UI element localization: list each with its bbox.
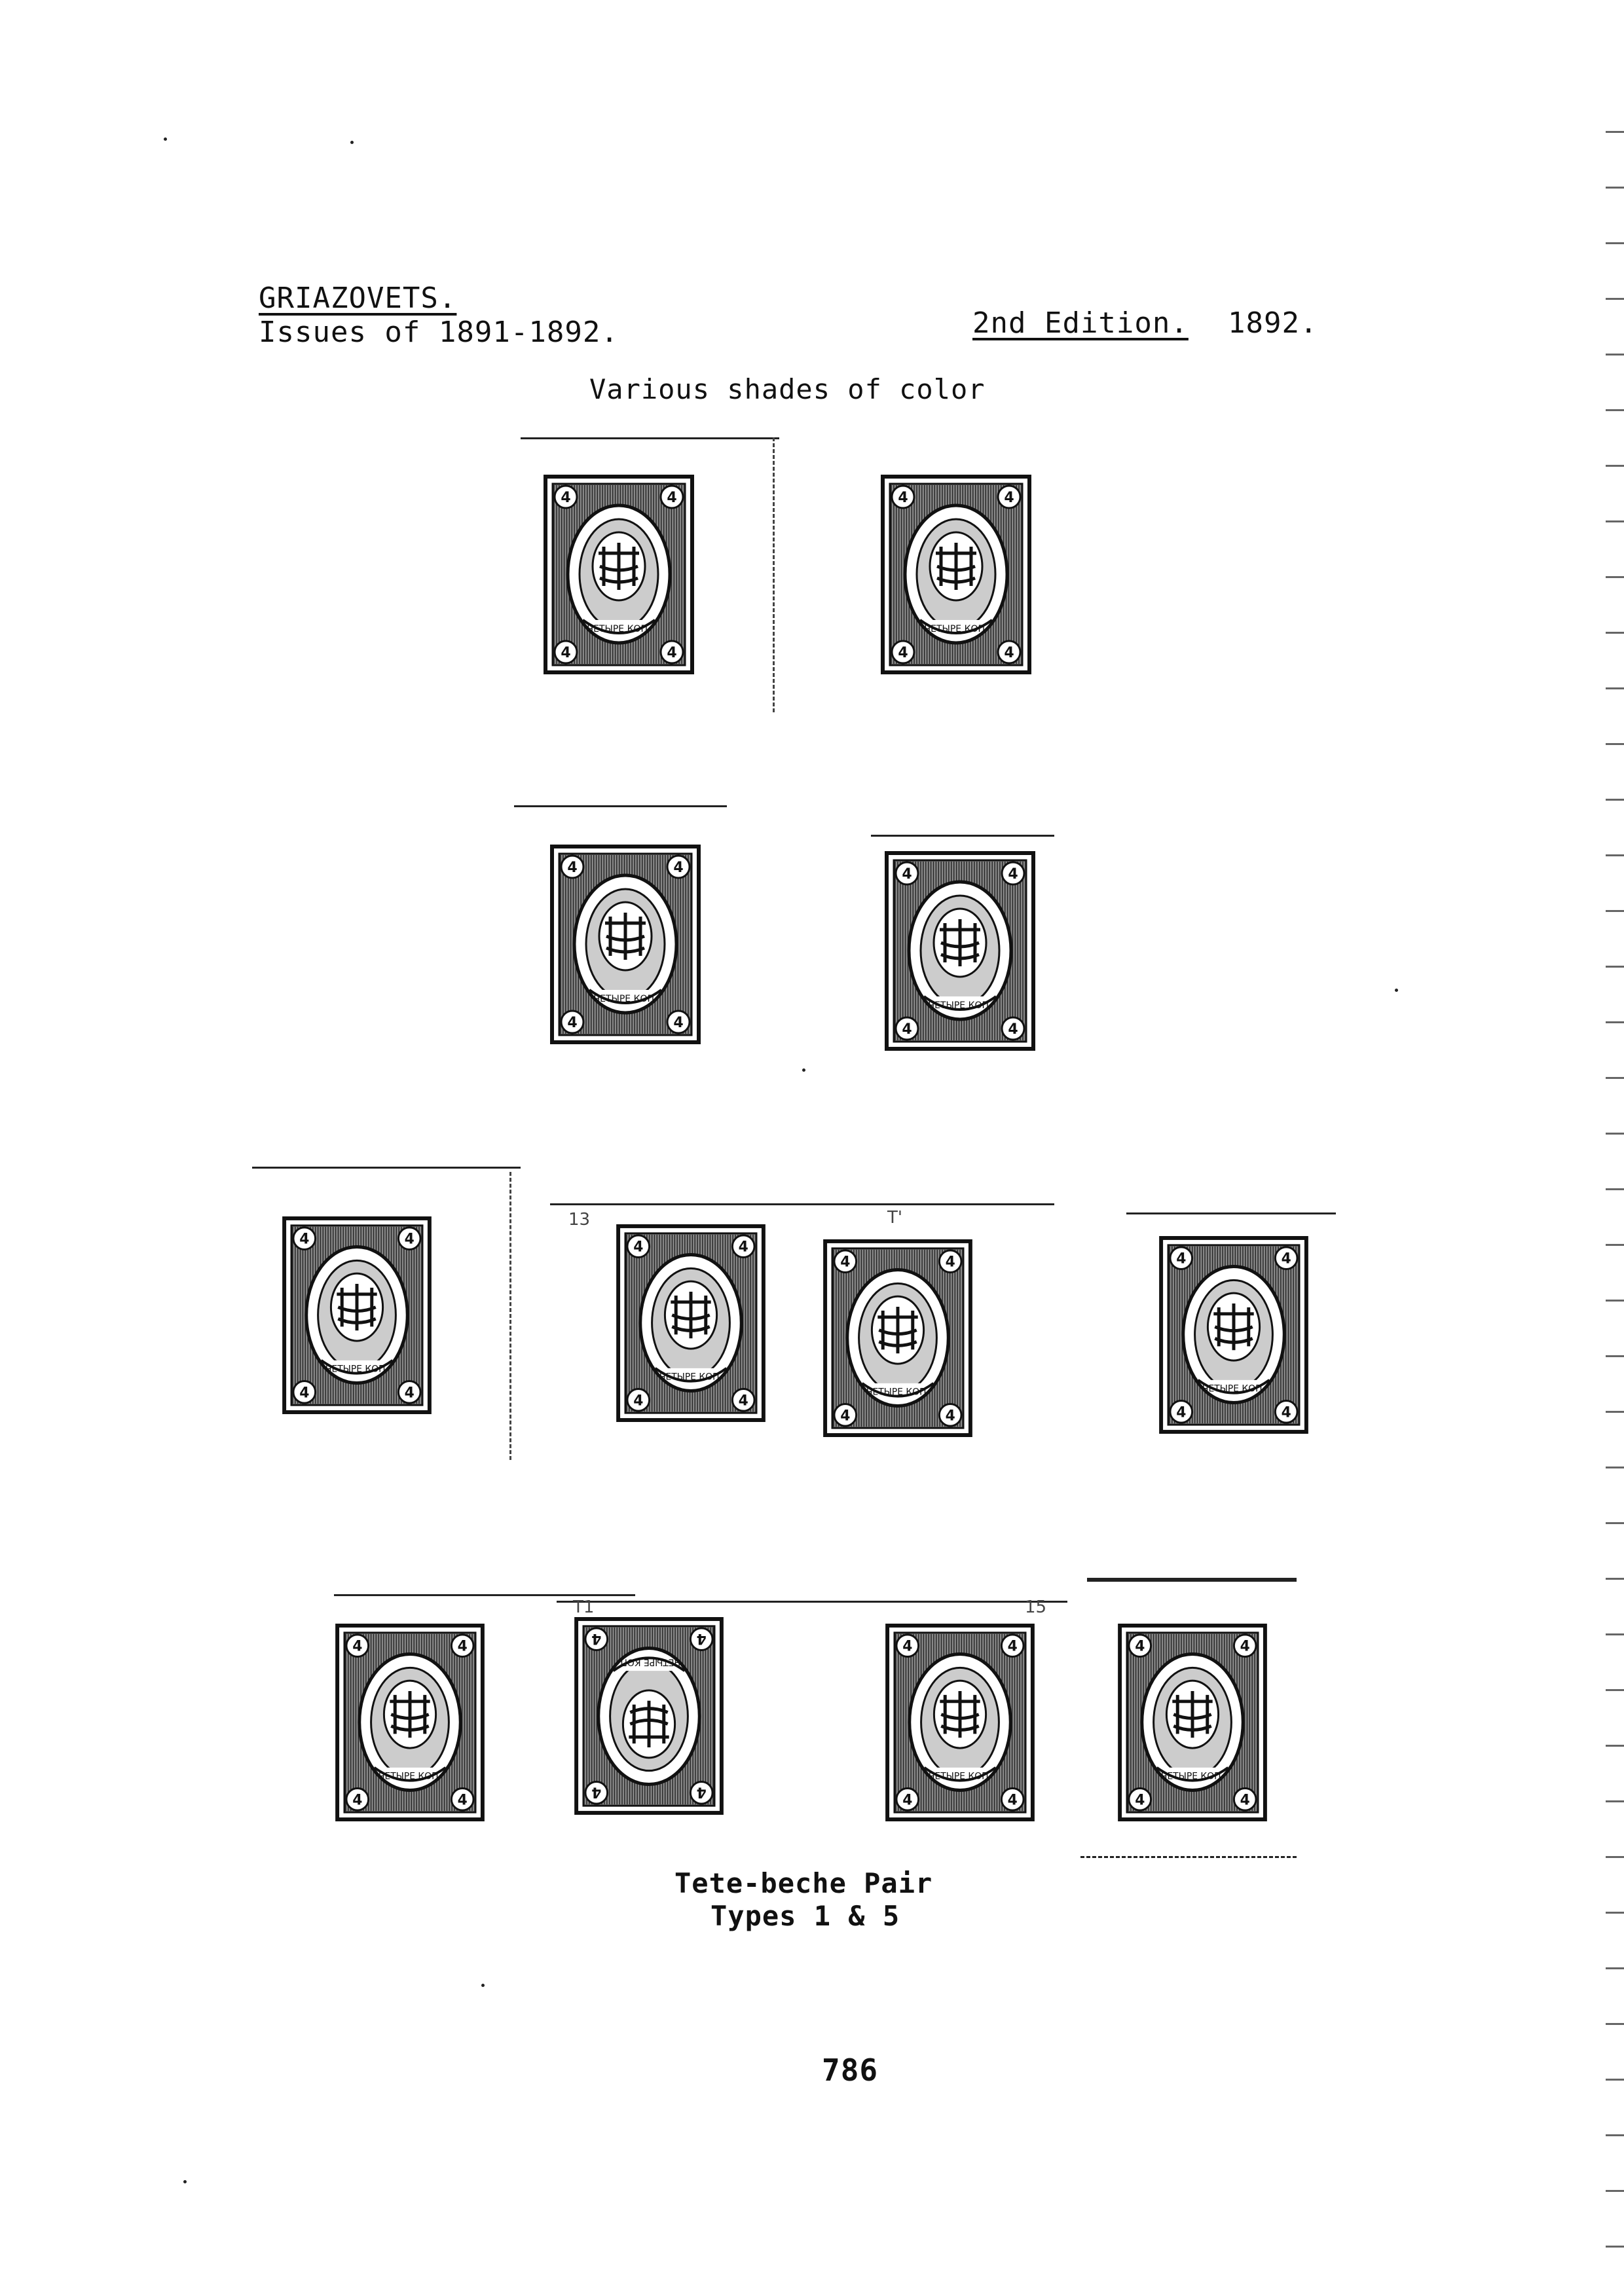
- stamp-image-inverted: [573, 1617, 725, 1815]
- stamp-image: [822, 1239, 974, 1437]
- svg-text:ЧЕТЫРЕ КОП.: ЧЕТЫРЕ КОП.: [1160, 1771, 1225, 1782]
- mount-edge: [1080, 1856, 1297, 1858]
- binding-tick: [1606, 2190, 1624, 2192]
- svg-text:4: 4: [738, 1239, 748, 1256]
- svg-text:ЧЕТЫРЕ КОП.: ЧЕТЫРЕ КОП.: [593, 994, 657, 1004]
- stamp-artwork: [884, 1624, 1036, 1821]
- svg-text:4: 4: [902, 866, 912, 883]
- stamp-artwork: [334, 1624, 486, 1821]
- svg-text:4: 4: [840, 1254, 851, 1271]
- mount-edge: [1087, 1578, 1297, 1582]
- stamp-image: [550, 845, 701, 1044]
- svg-text:4: 4: [945, 1254, 955, 1271]
- svg-text:4: 4: [1135, 1792, 1145, 1809]
- place-title: GRIAZOVETS.: [259, 282, 457, 315]
- caption-line-1: Tete-beche Pair: [674, 1867, 933, 1899]
- pencil-note: T1: [573, 1597, 595, 1617]
- binding-tick: [1606, 966, 1624, 968]
- binding-tick: [1606, 2246, 1624, 2248]
- svg-text:4: 4: [902, 1021, 912, 1038]
- pencil-note: 15: [1025, 1597, 1047, 1617]
- mount-edge: [550, 1203, 1054, 1205]
- stamp-image: [544, 475, 694, 674]
- stamp-image: [1116, 1624, 1268, 1821]
- svg-text:ЧЕТЫРЕ КОП.: ЧЕТЫРЕ КОП.: [325, 1364, 389, 1375]
- svg-text:ЧЕТЫРЕ КОП.: ЧЕТЫРЕ КОП.: [378, 1771, 442, 1782]
- binding-tick: [1606, 1689, 1624, 1691]
- binding-tick: [1606, 1355, 1624, 1357]
- svg-text:ЧЕТЫРЕ КОП.: ЧЕТЫРЕ КОП.: [928, 1771, 992, 1782]
- mount-edge: [773, 437, 775, 712]
- binding-tick: [1606, 743, 1624, 745]
- scan-speck: [1395, 989, 1398, 992]
- svg-text:4: 4: [738, 1393, 748, 1410]
- svg-text:4: 4: [457, 1792, 468, 1809]
- stamp-artwork: [544, 475, 694, 674]
- mount-edge: [514, 805, 727, 807]
- binding-tick: [1606, 187, 1624, 189]
- svg-text:4: 4: [898, 490, 908, 506]
- binding-tick: [1606, 1633, 1624, 1635]
- stamp-image: [884, 1624, 1036, 1821]
- svg-text:4: 4: [898, 645, 908, 661]
- binding-tick: [1606, 520, 1624, 522]
- binding-tick: [1606, 910, 1624, 912]
- binding-tick: [1606, 2079, 1624, 2081]
- svg-text:4: 4: [591, 1630, 602, 1647]
- svg-text:4: 4: [696, 1630, 707, 1647]
- binding-tick: [1606, 242, 1624, 244]
- svg-text:4: 4: [667, 645, 677, 661]
- svg-text:4: 4: [352, 1792, 363, 1809]
- binding-tick: [1606, 1522, 1624, 1524]
- stamp-artwork: [884, 851, 1036, 1051]
- svg-text:ЧЕТЫРЕ КОП.: ЧЕТЫРЕ КОП.: [1202, 1383, 1266, 1394]
- stamp-artwork: [822, 1239, 974, 1437]
- binding-tick: [1606, 1188, 1624, 1190]
- binding-tick: [1606, 298, 1624, 300]
- svg-text:4: 4: [352, 1638, 363, 1655]
- stamp-image: [334, 1624, 486, 1821]
- stamp-image: [884, 851, 1036, 1051]
- scan-speck: [350, 141, 354, 144]
- svg-text:4: 4: [673, 860, 684, 876]
- svg-text:4: 4: [567, 860, 578, 876]
- svg-text:ЧЕТЫРЕ КОП.: ЧЕТЫРЕ КОП.: [617, 1656, 681, 1667]
- mount-edge: [252, 1167, 521, 1169]
- svg-text:4: 4: [567, 1015, 578, 1031]
- mount-edge: [557, 1601, 1067, 1603]
- stamp-image: [282, 1216, 432, 1414]
- pencil-note: T': [887, 1208, 903, 1228]
- binding-tick: [1606, 799, 1624, 801]
- binding-ticks: [1598, 0, 1624, 2296]
- svg-text:ЧЕТЫРЕ КОП.: ЧЕТЫРЕ КОП.: [924, 624, 988, 634]
- svg-text:4: 4: [840, 1408, 851, 1425]
- svg-text:4: 4: [457, 1638, 468, 1655]
- binding-tick: [1606, 687, 1624, 689]
- svg-text:4: 4: [902, 1792, 913, 1809]
- binding-tick: [1606, 1021, 1624, 1023]
- binding-tick: [1606, 1077, 1624, 1079]
- svg-text:4: 4: [1007, 1792, 1018, 1809]
- stamp-artwork: [616, 1224, 766, 1422]
- scan-speck: [802, 1068, 805, 1072]
- mount-edge: [521, 437, 779, 439]
- binding-tick: [1606, 1912, 1624, 1914]
- mount-edge: [1126, 1212, 1336, 1214]
- svg-text:ЧЕТЫРЕ КОП.: ЧЕТЫРЕ КОП.: [866, 1387, 930, 1398]
- svg-text:4: 4: [1004, 645, 1014, 661]
- stamp-image: [1158, 1236, 1310, 1434]
- svg-text:ЧЕТЫРЕ КОП.: ЧЕТЫРЕ КОП.: [928, 1000, 992, 1011]
- binding-tick: [1606, 1578, 1624, 1580]
- binding-tick: [1606, 131, 1624, 133]
- binding-tick: [1606, 1745, 1624, 1747]
- binding-tick: [1606, 2134, 1624, 2136]
- svg-text:4: 4: [902, 1638, 913, 1655]
- svg-text:4: 4: [1281, 1404, 1291, 1421]
- page-number: 786: [822, 2052, 879, 2088]
- subtitle: Various shades of color: [589, 373, 986, 405]
- stamp-artwork: [282, 1216, 432, 1414]
- svg-text:4: 4: [591, 1783, 602, 1800]
- binding-tick: [1606, 354, 1624, 355]
- binding-tick: [1606, 1467, 1624, 1468]
- binding-tick: [1606, 1800, 1624, 1802]
- svg-text:4: 4: [633, 1239, 644, 1256]
- svg-text:4: 4: [561, 645, 571, 661]
- svg-text:4: 4: [404, 1385, 415, 1402]
- stamp-artwork: [881, 475, 1031, 674]
- binding-tick: [1606, 1300, 1624, 1302]
- mount-edge: [334, 1594, 635, 1596]
- stamp-image: [881, 475, 1031, 674]
- scan-speck: [164, 137, 167, 141]
- svg-text:4: 4: [1007, 1638, 1018, 1655]
- mount-edge: [871, 835, 1054, 837]
- binding-tick: [1606, 2023, 1624, 2025]
- edition-year: 1892.: [1228, 306, 1318, 340]
- svg-text:4: 4: [667, 490, 677, 506]
- svg-text:4: 4: [945, 1408, 955, 1425]
- binding-tick: [1606, 632, 1624, 634]
- mount-edge: [509, 1172, 511, 1460]
- svg-text:4: 4: [1176, 1404, 1187, 1421]
- binding-tick: [1606, 409, 1624, 411]
- svg-text:4: 4: [404, 1231, 415, 1248]
- scan-speck: [481, 1984, 485, 1987]
- svg-text:ЧЕТЫРЕ КОП.: ЧЕТЫРЕ КОП.: [659, 1372, 723, 1383]
- svg-text:ЧЕТЫРЕ КОП.: ЧЕТЫРЕ КОП.: [587, 624, 651, 634]
- svg-text:4: 4: [696, 1783, 707, 1800]
- issues-line: Issues of 1891-1892.: [259, 316, 619, 349]
- svg-text:4: 4: [299, 1231, 310, 1248]
- stamp-image: [616, 1224, 766, 1422]
- binding-tick: [1606, 1244, 1624, 1246]
- pencil-note: 13: [568, 1210, 591, 1230]
- svg-text:4: 4: [1240, 1638, 1250, 1655]
- binding-tick: [1606, 1133, 1624, 1135]
- svg-text:4: 4: [561, 490, 571, 506]
- svg-text:4: 4: [1281, 1250, 1291, 1267]
- svg-text:4: 4: [1008, 1021, 1018, 1038]
- stamp-artwork: [550, 845, 701, 1044]
- svg-text:4: 4: [673, 1015, 684, 1031]
- svg-text:4: 4: [1004, 490, 1014, 506]
- svg-text:4: 4: [1176, 1250, 1187, 1267]
- svg-text:4: 4: [1135, 1638, 1145, 1655]
- binding-tick: [1606, 1411, 1624, 1413]
- edition-label: 2nd Edition.: [972, 306, 1189, 340]
- svg-text:4: 4: [633, 1393, 644, 1410]
- stamp-artwork: [1158, 1236, 1310, 1434]
- scan-speck: [183, 2180, 187, 2183]
- svg-text:4: 4: [1008, 866, 1018, 883]
- svg-text:4: 4: [299, 1385, 310, 1402]
- binding-tick: [1606, 1856, 1624, 1858]
- binding-tick: [1606, 465, 1624, 467]
- stamp-artwork: [1116, 1624, 1268, 1821]
- binding-tick: [1606, 854, 1624, 856]
- caption-line-2: Types 1 & 5: [710, 1900, 900, 1932]
- stamp-artwork: [573, 1617, 725, 1815]
- svg-text:4: 4: [1240, 1792, 1250, 1809]
- binding-tick: [1606, 1967, 1624, 1969]
- binding-tick: [1606, 576, 1624, 578]
